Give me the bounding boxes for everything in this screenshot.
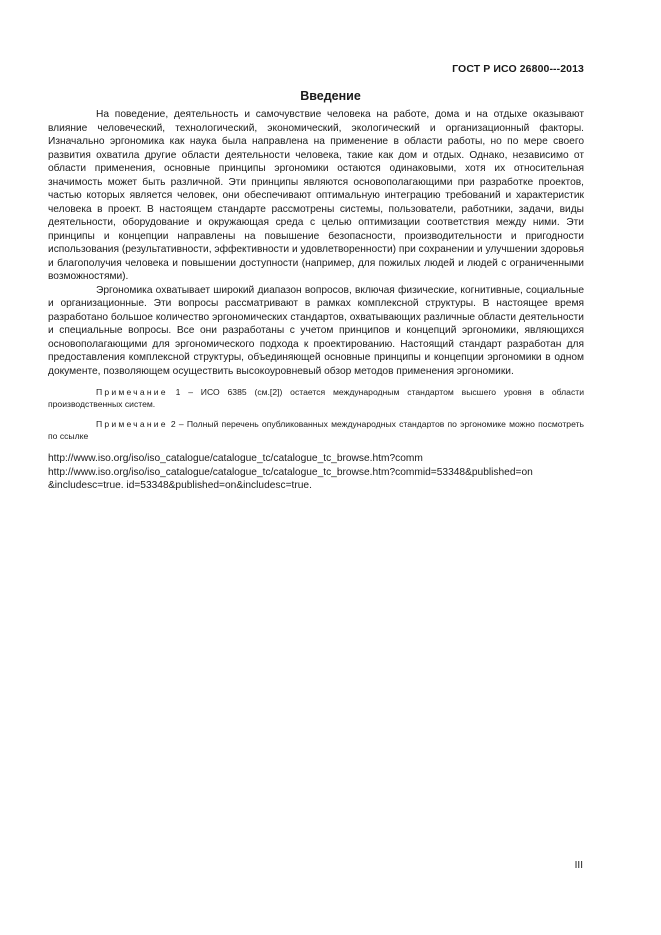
note-1-text: 1 – ИСО 6385 (см.[2]) остается международным стандартом высшего уровня в области производственных систем. (48, 387, 584, 409)
note-1-label: Примечание (96, 387, 168, 397)
note-1 (48, 386, 584, 410)
link-line-3[interactable]: &includesc=true. id=53348&published=on&includesc=true. (48, 480, 312, 491)
link-line-2[interactable]: http://www.iso.org/iso/iso_catalogue/catalogue_tc/catalogue_tc_browse.htm?commid=53348&published=on (48, 466, 533, 478)
paragraph-2: Эргономика охватывает широкий диапазон вопросов, включая физические, когнитивные, социальные и организационные. Эти вопросы рассматривают в рамках комплексной структуры. В настоящее время разработано большое количество эргономических стандартов, охватывающих различные области деятельности и специальные вопросы. Все они разработаны с учетом принципов и концепций эргономики, являющихся основополагающими для эргономического подхода к проектированию. Настоящий стандарт разработан для предоставления комплексной структуры, объединяющей основные принципы и концепции эргономики в одном документе, позволяющем осуществить высокоуровневый обзор методов применения эргономики. (48, 284, 584, 377)
note-2-text: 2 – Полный перечень опубликованных международных стандартов по эргономике можно посмотреть по ссылке (48, 419, 584, 441)
section-title: Введение (300, 89, 361, 103)
note-2-label: Примечание (96, 419, 168, 429)
document-code-header: ГОСТ Р ИСО 26800---2013 (452, 63, 584, 75)
links-block (48, 452, 584, 493)
note-2 (48, 418, 584, 442)
link-line-1[interactable]: http://www.iso.org/iso/iso_catalogue/catalogue_tc/catalogue_tc_browse.htm?comm (48, 453, 423, 464)
paragraph-1: На поведение, деятельность и самочувствие человека на работе, дома и на отдыхе оказывают влияние человеческий, технологический, экономический, экологический и организационный факторы. Изначально эргономика как наука была направлена на применение в области работы, но по мере своего развития охватила другие области деятельности человека, такие как дом и отдых. Однако, независимо от области применения, основные принципы эргономики остаются одинаковыми, хотя их относительная значимость может быть различной. Эти принципы являются основополагающими при разработке проектов, частью которых является человек, они обеспечивают оптимальную интеграцию требований и характеристик человека в проект. В настоящем стандарте рассмотрены системы, пользователи, работники, задачи, виды деятельности, оборудование и окружающая среда с целью оптимизации соответствия между ними. Эти принципы и концепции направлены на повышение безопасности, производительности и пригодности использования (результативности, эффективности и удовлетворенности) при сохранении и улучшении здоровья и благополучия человека и повышении доступности (например, для пожилых людей и людей с ограниченными возможностями). (48, 109, 584, 282)
document-body (48, 108, 584, 493)
page-number: III (574, 860, 583, 871)
